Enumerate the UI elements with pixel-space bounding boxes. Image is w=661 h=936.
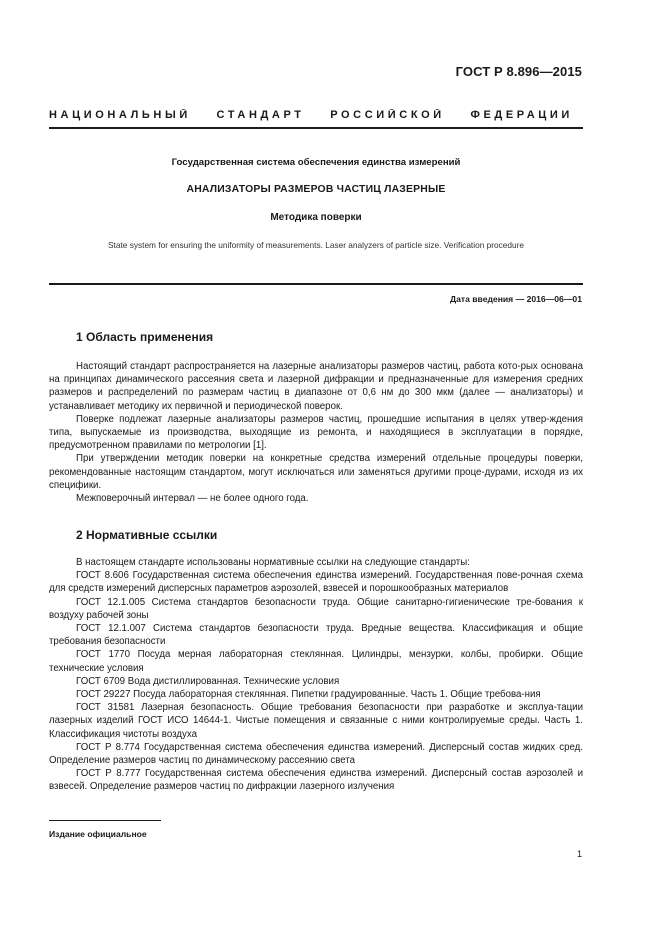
reference-item: ГОСТ 6709 Вода дистиллированная. Технические условия xyxy=(76,675,340,687)
reference-item: ГОСТ Р 8.774 Государственная система обеспечения единства измерений. Дисперсный состав жидких сред. Определение размеров частиц по динамическому рассеянию света xyxy=(49,741,583,767)
system-line: Государственная система обеспечения единства измерений xyxy=(171,157,461,168)
section-heading-scope: 1 Область применения xyxy=(76,330,214,344)
paragraph: Межповерочный интервал — не более одного года. xyxy=(76,493,309,505)
document-code: ГОСТ Р 8.896—2015 xyxy=(455,64,582,79)
paragraph: При утверждении методик поверки на конкретные средства измерений отдельные процедуры поверки, рекомендованные настоящим стандартом, могут исключаться или заменяться другими проце-дурами, исходя из их специфики. xyxy=(49,453,583,491)
document-subtitle: Методика поверки xyxy=(270,212,362,223)
reference-item: ГОСТ 12.1.007 Система стандартов безопасности труда. Вредные вещества. Классификация и общие требования безопасности xyxy=(49,623,583,648)
reference-item: ГОСТ 1770 Посуда мерная лабораторная стеклянная. Цилиндры, мензурки, колбы, пробирки. Общие технические условия xyxy=(49,649,583,674)
reference-item: ГОСТ 29227 Посуда лабораторная стеклянная. Пипетки градуированные. Часть 1. Общие требова-ния xyxy=(76,689,541,701)
paragraph: Поверке подлежат лазерные анализаторы размеров частиц, прошедшие испытания в целях утвер-ждения типа, выпускаемые из производства, выходящие из ремонта, и находящиеся в эксплуатации в порядке, предусмотренном правилами по метрологии [1]. xyxy=(49,413,583,452)
reference-item: ГОСТ 12.1.005 Система стандартов безопасности труда. Общие санитарно-гигиенические тре-бования к воздуху рабочей зоны xyxy=(49,596,583,621)
reference-item: ГОСТ 31581 Лазерная безопасность. Общие требования безопасности при разработке и эксплуа-тации лазерных изделий ГОСТ ИСО 14644-1. Чистые помещения и связанные с ними контролируемые среды. Часть 1. Классификация чистоты воздуха xyxy=(49,702,583,740)
page-number: 1 xyxy=(576,849,582,859)
section-body-scope xyxy=(49,360,583,505)
section-heading-references: 2 Нормативные ссылки xyxy=(76,528,218,542)
national-standard-banner: НАЦИОНАЛЬНЫЙ СТАНДАРТ РОССИЙСКОЙ ФЕДЕРАЦИИ xyxy=(49,109,573,121)
official-edition-label: Издание официальное xyxy=(49,829,147,839)
footer-divider xyxy=(49,820,161,821)
section-body-references xyxy=(49,556,583,794)
paragraph: Настоящий стандарт распространяется на лазерные анализаторы размеров частиц, работа кото-рых основана на принципах динамического рассеяния света и лазерной дифракции и предназначенные для измерения средних размеров и распределений по размерам частиц в диапазоне от 0,6 нм до 300 мкм (далее — анализаторы) и устанавливает методику их первичной и периодической поверок. xyxy=(49,361,583,412)
paragraph: В настоящем стандарте использованы нормативные ссылки на следующие стандарты: xyxy=(76,557,470,568)
introduction-date: Дата введения — 2016—06—01 xyxy=(449,294,582,304)
reference-item: ГОСТ Р 8.777 Государственная система обеспечения единства измерений. Дисперсный состав аэрозолей и взвесей. Определение размеров частиц по дифракции лазерного излучения xyxy=(49,768,583,793)
reference-item: ГОСТ 8.606 Государственная система обеспечения единства измерений. Государственная пове-рочная схема для средств измерений дисперсных параметров аэрозолей, взвесей и порошкообразных материалов xyxy=(49,570,583,595)
document-title: АНАЛИЗАТОРЫ РАЗМЕРОВ ЧАСТИЦ ЛАЗЕРНЫЕ xyxy=(186,184,446,195)
header-divider xyxy=(49,127,583,129)
title-divider xyxy=(49,283,583,285)
english-title: State system for ensuring the uniformity of measurements. Laser analyzers of particle size. Verification procedure xyxy=(108,240,524,250)
